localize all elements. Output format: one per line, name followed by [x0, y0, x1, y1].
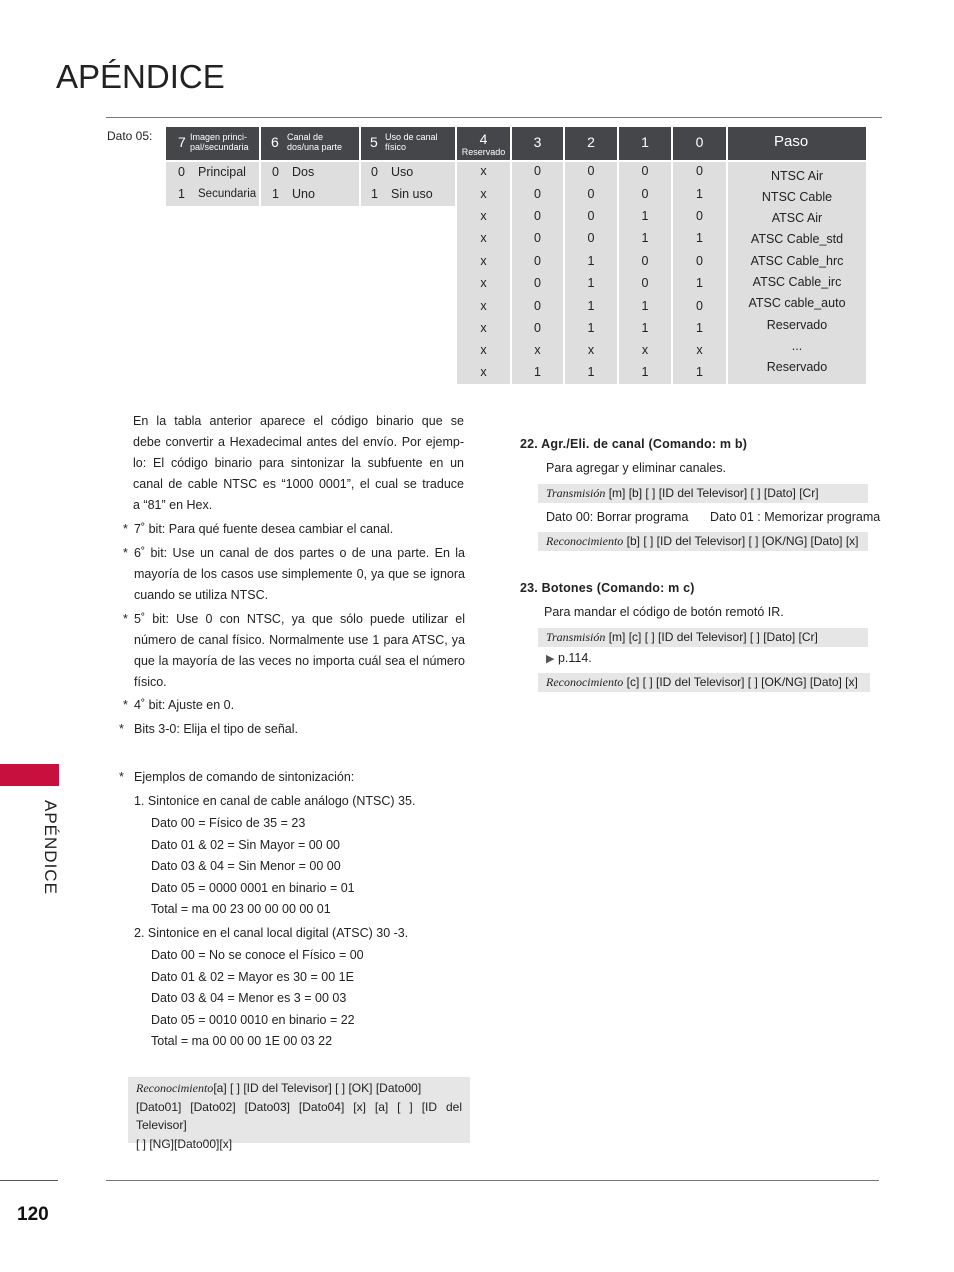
col0-cell: 0	[696, 164, 703, 178]
section23-desc: Para mandar el código de botón remotó IR.	[544, 605, 784, 619]
col2-cell: x	[587, 343, 595, 357]
footer-rule-left	[0, 1180, 58, 1181]
bullet-line: físico.	[134, 675, 167, 689]
intro-line: canal de cable NTSC es “1000 0001”, el cual se traduce	[133, 477, 464, 491]
col2-cell: 0	[587, 164, 595, 178]
col2-cell: 1	[587, 365, 595, 379]
paso-step: ATSC cable_auto	[748, 296, 846, 310]
col3-cell: 0	[534, 299, 541, 313]
example1-title: 1. Sintonice en canal de cable análogo (NTSC) 35.	[134, 794, 416, 808]
paso-step: Reservado	[766, 318, 828, 332]
paso-body	[728, 162, 866, 384]
bit5-text-1: Sin uso	[391, 187, 433, 201]
col0-cell: 0	[696, 254, 703, 268]
header-bit7	[166, 127, 259, 160]
header-bit2	[565, 127, 617, 160]
col2-cell: 1	[587, 276, 595, 290]
bit7-text-1: Secundaria	[198, 188, 257, 200]
bit6-label: Canal de dos/una parte	[287, 132, 343, 152]
bullet-line: 5˚ bit: Use 0 con NTSC, ya que sólo puede utilizar el	[134, 612, 465, 626]
s22-tx-label: Transmisión	[546, 486, 606, 500]
col1-cell: 0	[641, 187, 649, 201]
example2-line: Dato 00 = No se conoce el Físico = 00	[151, 948, 364, 962]
col1-cell: 1	[641, 321, 649, 335]
col0-cell: 0	[696, 209, 703, 223]
col1-cell: 1	[641, 231, 649, 245]
bullet-line: 7˚ bit: Para qué fuente desea cambiar el canal.	[134, 522, 394, 536]
col3-cell: 0	[534, 164, 541, 178]
s22-ack-label: Reconocimiento	[546, 534, 624, 548]
s23-ack-label: Reconocimiento	[546, 675, 624, 689]
bullet-line: 4˚ bit: Ajuste en 0.	[134, 698, 235, 712]
header-bit0	[673, 127, 726, 160]
ack-box-line1: [a] [ ] [ID del Televisor] [ ] [OK] [Dato00]	[213, 1081, 422, 1095]
bit6-number: 6	[271, 134, 279, 150]
col4-cell: x	[480, 321, 487, 335]
col3-cell: 0	[534, 231, 541, 245]
example2-line: Dato 05 = 0010 0010 en binario = 22	[151, 1012, 355, 1027]
section22-title: 22. Agr./Eli. de canal (Comando: m b)	[520, 437, 748, 451]
bit6-val-1: 1	[272, 187, 279, 201]
col1-cell: 1	[641, 299, 649, 313]
col0-cell: 1	[696, 365, 703, 379]
section23-reference[interactable]	[546, 651, 592, 665]
header-bit1	[619, 127, 671, 160]
bullet-mark: *	[123, 546, 128, 560]
col4-cell: x	[480, 365, 487, 379]
paso-step: ...	[791, 339, 803, 353]
footer-rule	[106, 1180, 879, 1181]
example2-line: Dato 01 & 02 = Mayor es 30 = 00 1E	[151, 969, 354, 984]
col2-cell: 1	[587, 254, 595, 268]
example1-line: Total = ma 00 23 00 00 00 00 01	[151, 902, 331, 916]
ack-box-line3: [ ] [NG][Dato00][x]	[136, 1136, 233, 1151]
bullet-mark: *	[123, 612, 128, 626]
col1-cell: 0	[641, 276, 649, 290]
side-tab-label: APÉNDICE	[41, 800, 60, 895]
dato05-label: Dato 05:	[107, 129, 153, 143]
col3-cell: 1	[534, 365, 541, 379]
col4-cell: x	[480, 187, 487, 201]
bullet-mark: *	[123, 522, 128, 536]
example1-line: Dato 03 & 04 = Sin Menor = 00 00	[151, 859, 341, 873]
paso-step: ATSC Cable_hrc	[750, 254, 844, 268]
bit5-body	[361, 162, 455, 206]
paso-step: ATSC Air	[771, 211, 823, 225]
bit1-number: 1	[641, 134, 649, 150]
example1-line: Dato 01 & 02 = Sin Mayor = 00 00	[151, 837, 341, 852]
bit6-val-0: 0	[272, 165, 279, 179]
col2-cell: 0	[587, 231, 595, 245]
header-bit5	[361, 127, 455, 160]
section22-transmission	[538, 484, 868, 503]
col0-cell: 1	[696, 276, 703, 290]
col2-cell: 1	[587, 321, 595, 335]
paso-label: Paso	[774, 133, 809, 150]
col0-cell: 1	[696, 321, 703, 335]
paso-step: NTSC Cable	[761, 190, 833, 204]
col2-cell: 1	[587, 299, 595, 313]
intro-line: lo: El código binario para sintonizar la subfuente en un	[133, 456, 464, 470]
intro-line: a “81” en Hex.	[133, 498, 213, 512]
bullet-line: mayoría de los casos use simplemente 0, ya que se ignora	[134, 567, 465, 581]
bit3-body	[512, 162, 563, 384]
bit4-number: 4	[479, 131, 488, 147]
ack-box-line2: [Dato01] [Dato02] [Dato03] [Dato04] [x] [a] [ ] [ID del Televisor]	[136, 1099, 462, 1132]
col0-cell: 1	[696, 231, 703, 245]
bit2-body	[565, 162, 617, 384]
s23-ack-value: [c] [ ] [ID del Televisor] [ ] [OK/NG] [Dato] [x]	[626, 675, 858, 689]
examples-title: Ejemplos de comando de sintonización:	[134, 770, 355, 784]
examples-bullet: *	[119, 770, 124, 784]
bullet-line: 6˚ bit: Use un canal de dos partes o de una parte. En la	[134, 546, 465, 560]
col1-cell: 0	[641, 254, 649, 268]
bullet-line: Bits 3-0: Elija el tipo de señal.	[134, 722, 298, 736]
ack-box-tuning	[128, 1077, 470, 1151]
header-bit3	[512, 127, 563, 160]
col4-cell: x	[480, 343, 487, 357]
col4-cell: x	[480, 276, 487, 290]
col4-cell: x	[480, 231, 487, 245]
col1-cell: 0	[641, 164, 649, 178]
bit7-label: Imagen princi-pal/secundaria	[190, 132, 249, 152]
bullet-line: que la mayoría de las veces no importa cuál sea el número	[134, 654, 465, 668]
col2-cell: 0	[587, 187, 595, 201]
title-rule	[106, 117, 882, 118]
bit6-text-0: Dos	[292, 165, 315, 179]
bit6-text-1: Uno	[292, 187, 315, 201]
col0-cell: 0	[696, 299, 703, 313]
bit3-number: 3	[533, 134, 542, 150]
bullet-mark: *	[119, 722, 124, 736]
col1-cell: 1	[641, 365, 649, 379]
paso-step: ATSC Cable_irc	[752, 275, 842, 289]
section22-data1: Dato 01 : Memorizar programa	[710, 510, 881, 524]
example2-line: Total = ma 00 00 00 1E 00 03 22	[151, 1034, 333, 1048]
col4-cell: x	[480, 209, 487, 223]
col3-cell: 0	[534, 254, 541, 268]
example2-title: 2. Sintonice en el canal local digital (ATSC) 30 -3.	[134, 926, 409, 940]
s23-tx-value: [m] [c] [ ] [ID del Televisor] [ ] [Dato] [Cr]	[608, 630, 818, 644]
col4-cell: x	[480, 164, 487, 178]
col1-cell: x	[641, 343, 649, 357]
section22-desc: Para agregar y eliminar canales.	[546, 461, 726, 475]
bit6-body	[261, 162, 359, 206]
bit1-body	[619, 162, 671, 384]
bit5-number: 5	[370, 134, 378, 150]
section23-transmission	[538, 628, 868, 647]
example1-line: Dato 05 = 0000 0001 en binario = 01	[151, 880, 355, 895]
bit5-val-0: 0	[371, 165, 378, 179]
bit5-label: Uso de canal físico	[385, 132, 438, 152]
col3-cell: 0	[534, 209, 541, 223]
bit0-number: 0	[695, 134, 704, 150]
header-bit6	[261, 127, 359, 160]
col0-cell: x	[696, 343, 703, 357]
page-title: APÉNDICE	[56, 58, 225, 95]
bit2-number: 2	[587, 134, 595, 150]
col3-cell: x	[534, 343, 541, 357]
section22-acknowledgement	[538, 532, 868, 551]
bullet-line: cuando se utiliza NTSC.	[134, 588, 269, 602]
col1-cell: 1	[641, 209, 649, 223]
bullet-line: número de canal físico. Normalmente use 1 para ATSC, ya	[134, 633, 465, 647]
section23-ref-page[interactable]: p.114.	[557, 651, 592, 665]
col4-cell: x	[480, 299, 487, 313]
col2-cell: 0	[587, 209, 595, 223]
page-number: 120	[17, 1204, 49, 1225]
bit7-text-0: Principal	[198, 165, 246, 179]
triangle-right-icon: ▶	[546, 653, 555, 665]
bit7-val-1: 1	[178, 187, 185, 201]
col3-cell: 0	[534, 276, 541, 290]
bullet-mark: *	[123, 698, 128, 712]
side-tab-bar	[0, 764, 59, 786]
bit5-text-0: Uso	[391, 165, 414, 179]
bit5-val-1: 1	[371, 187, 378, 201]
header-paso	[728, 127, 866, 160]
bit7-val-0: 0	[178, 165, 185, 179]
paso-step: Reservado	[766, 360, 828, 374]
example1-line: Dato 00 = Físico de 35 = 23	[151, 816, 306, 830]
bit4-body	[457, 162, 510, 384]
bit7-body	[166, 162, 259, 206]
ack-box-label: Reconocimiento	[136, 1081, 214, 1095]
example2-line: Dato 03 & 04 = Menor es 3 = 00 03	[151, 991, 347, 1005]
header-bit4	[457, 127, 510, 160]
section23-title: 23. Botones (Comando: m c)	[520, 581, 695, 595]
bit4-label: Reservado	[461, 147, 506, 157]
s22-ack-value: [b] [ ] [ID del Televisor] [ ] [OK/NG] [Dato] [x]	[626, 534, 859, 548]
intro-line: debe convertir a Hexadecimal antes del envío. Por ejemp-	[133, 435, 464, 449]
col3-cell: 0	[534, 321, 541, 335]
col3-cell: 0	[534, 187, 541, 201]
paso-step: ATSC Cable_std	[750, 232, 844, 246]
s23-tx-label: Transmisión	[546, 630, 606, 644]
section23-acknowledgement	[538, 673, 870, 692]
intro-line: En la tabla anterior aparece el código binario que se	[133, 414, 464, 428]
bit7-number: 7	[178, 134, 186, 150]
section22-data0: Dato 00: Borrar programa	[546, 510, 689, 524]
col4-cell: x	[480, 254, 487, 268]
col0-cell: 1	[696, 187, 703, 201]
paso-step: NTSC Air	[770, 169, 824, 183]
bit0-body	[673, 162, 726, 384]
s22-tx-value: [m] [b] [ ] [ID del Televisor] [ ] [Dato] [Cr]	[608, 486, 819, 500]
